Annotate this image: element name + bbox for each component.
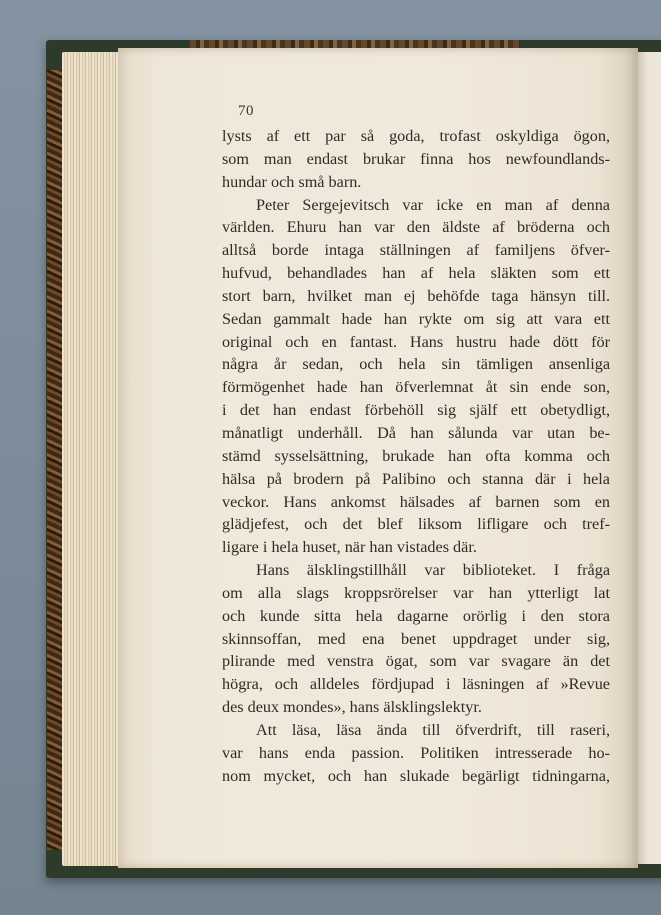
text-line: om alla slags kroppsrörelser var han ytterligt lat xyxy=(222,583,610,602)
text-line: veckor. Hans ankomst hälsades af barnen som en xyxy=(222,492,610,511)
text-line: glädjefest, och det blef liksom lifligare och tref- xyxy=(222,515,610,534)
text-line: plirande med venstra ögat, som var svagare än det xyxy=(222,652,610,671)
text-line: des deux mondes», hans älsklingslektyr. xyxy=(222,698,482,717)
text-line: Hans älsklingstillhåll var biblioteket. I fråga xyxy=(256,561,610,580)
text-line: stort barn, hvilket man ej behöfde taga hänsyn till. xyxy=(222,286,610,305)
text-line: var hans enda passion. Politiken intresserade ho- xyxy=(222,743,610,762)
text-line: några år sedan, och hela sin tämligen ansenliga xyxy=(222,355,610,374)
text-line: alltså borde intaga ställningen af familjens öfver- xyxy=(222,241,610,260)
text-line: stämd sysselsättning, brukade han ofta komma och xyxy=(222,446,610,465)
page-number: 70 xyxy=(238,103,254,119)
text-line: och kunde sitta hela dagarne orörlig i den stora xyxy=(222,606,610,625)
text-line: månatligt underhåll. Då han sålunda var utan be- xyxy=(222,423,610,442)
text-line: Peter Sergejevitsch var icke en man af denna xyxy=(256,195,610,214)
text-line: Sedan gammalt hade han rykte om sig att vara ett xyxy=(222,309,610,328)
text-line: hälsa på brodern på Palibino och stanna där i hela xyxy=(222,469,610,488)
text-line: hufvud, behandlades han af hela släkten som ett xyxy=(222,264,610,283)
marbled-edge xyxy=(47,70,63,850)
text-line: högra, och alldeles fördjupad i läsningen af »Revue xyxy=(222,675,610,694)
text-line: skinnsoffan, med ena benet uppdraget under sig, xyxy=(222,629,610,648)
page-body-text xyxy=(222,125,610,787)
page-stack-edges xyxy=(62,52,122,866)
text-line: nom mycket, och han slukade begärligt tidningarna, xyxy=(222,766,610,785)
text-line: förmögenhet hade han öfverlemnat åt sin ende son, xyxy=(222,378,610,397)
text-line: världen. Ehuru han var den äldste af bröderna och xyxy=(222,218,610,237)
facing-page-edge xyxy=(638,52,661,864)
text-line: i det han endast förbehöll sig själf ett obetydligt, xyxy=(222,401,610,420)
text-line: Att läsa, läsa ända till öfverdrift, till raseri, xyxy=(256,720,610,739)
text-line: ligare i hela huset, när han vistades där. xyxy=(222,538,477,557)
text-line: lysts af ett par så goda, trofast oskyldiga ögon, xyxy=(222,127,610,145)
text-line: original och en fantast. Hans hustru hade dött för xyxy=(222,332,610,351)
text-line: hundar och små barn. xyxy=(222,172,362,191)
text-line: som man endast brukar finna hos newfoundlands- xyxy=(222,149,610,168)
